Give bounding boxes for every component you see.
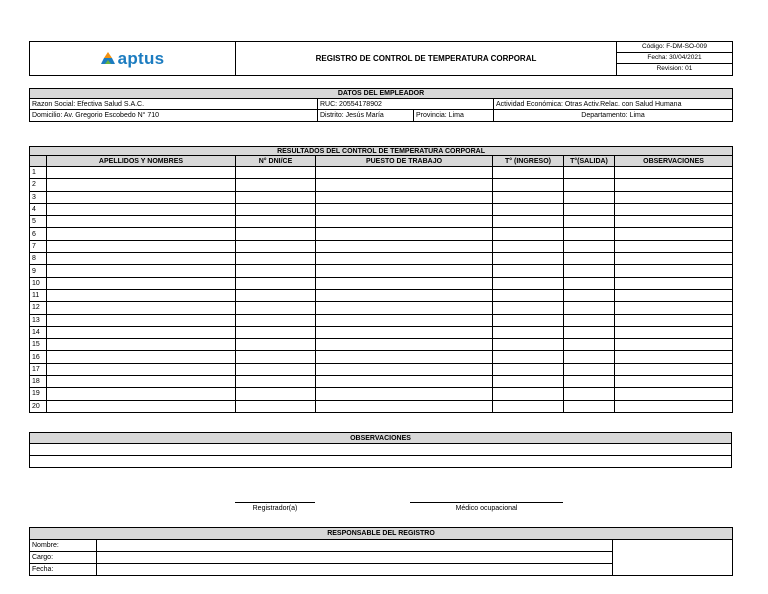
- table-row: [30, 167, 733, 179]
- table-cell[interactable]: [615, 228, 733, 240]
- table-cell[interactable]: [236, 191, 316, 203]
- table-cell[interactable]: [615, 388, 733, 400]
- table-cell[interactable]: [615, 314, 733, 326]
- table-cell[interactable]: [236, 265, 316, 277]
- table-cell[interactable]: [493, 326, 564, 338]
- medico-signature: Médico ocupacional: [410, 502, 563, 512]
- document-title: REGISTRO DE CONTROL DE TEMPERATURA CORPORAL: [236, 42, 617, 76]
- table-cell[interactable]: [236, 314, 316, 326]
- table-cell[interactable]: [47, 265, 236, 277]
- column-header: OBSERVACIONES: [615, 156, 733, 167]
- table-cell[interactable]: [564, 339, 615, 351]
- table-cell[interactable]: [615, 376, 733, 388]
- observations-line[interactable]: [30, 444, 732, 456]
- row-number: 17: [30, 363, 47, 375]
- row-number: 14: [30, 326, 47, 338]
- registrador-signature: Registrador(a): [235, 502, 315, 512]
- table-cell[interactable]: [615, 265, 733, 277]
- table-cell[interactable]: [564, 289, 615, 301]
- table-cell[interactable]: [564, 302, 615, 314]
- table-cell[interactable]: [316, 388, 493, 400]
- table-cell[interactable]: [236, 376, 316, 388]
- logo-text: aptus: [117, 49, 165, 68]
- row-number: 18: [30, 376, 47, 388]
- table-cell[interactable]: [236, 240, 316, 252]
- table-cell[interactable]: [564, 376, 615, 388]
- ruc: RUC: 20554178902: [318, 99, 494, 110]
- table-cell[interactable]: [316, 363, 493, 375]
- table-cell[interactable]: [493, 265, 564, 277]
- table-cell[interactable]: [564, 167, 615, 179]
- table-cell[interactable]: [47, 376, 236, 388]
- row-number: 3: [30, 191, 47, 203]
- table-cell[interactable]: [316, 339, 493, 351]
- table-cell[interactable]: [47, 400, 236, 412]
- cargo-field[interactable]: [97, 552, 613, 564]
- row-number: 4: [30, 203, 47, 215]
- provincia: Provincia: Lima: [414, 110, 494, 122]
- table-cell[interactable]: [615, 167, 733, 179]
- employer-table: [29, 88, 733, 122]
- document-revision: Revision: 01: [617, 64, 733, 76]
- table-cell[interactable]: [564, 351, 615, 363]
- table-cell[interactable]: [47, 314, 236, 326]
- table-cell[interactable]: [493, 277, 564, 289]
- table-cell[interactable]: [615, 351, 733, 363]
- row-number: 1: [30, 167, 47, 179]
- table-cell[interactable]: [615, 277, 733, 289]
- table-row: [30, 388, 733, 400]
- table-cell[interactable]: [564, 216, 615, 228]
- row-number: 11: [30, 289, 47, 301]
- table-cell[interactable]: [236, 302, 316, 314]
- aptus-logo-icon: [101, 52, 115, 65]
- observations-section-title: OBSERVACIONES: [30, 433, 732, 444]
- table-cell[interactable]: [47, 363, 236, 375]
- table-cell[interactable]: [493, 253, 564, 265]
- table-cell[interactable]: [47, 339, 236, 351]
- table-cell[interactable]: [236, 228, 316, 240]
- table-cell[interactable]: [493, 216, 564, 228]
- table-cell[interactable]: [316, 351, 493, 363]
- actividad-economica: Actividad Económica: Otras Activ.Relac. con Salud Humana: [494, 99, 733, 110]
- table-cell[interactable]: [493, 179, 564, 191]
- table-row: [30, 289, 733, 301]
- table-cell[interactable]: [316, 400, 493, 412]
- table-cell[interactable]: [564, 240, 615, 252]
- table-cell[interactable]: [493, 203, 564, 215]
- table-cell[interactable]: [316, 326, 493, 338]
- table-cell[interactable]: [236, 326, 316, 338]
- row-number: 12: [30, 302, 47, 314]
- table-cell[interactable]: [564, 253, 615, 265]
- fecha-field[interactable]: [97, 564, 613, 576]
- row-number: 7: [30, 240, 47, 252]
- document-date: Fecha: 30/04/2021: [617, 53, 733, 64]
- row-number: 6: [30, 228, 47, 240]
- table-cell[interactable]: [564, 277, 615, 289]
- table-cell[interactable]: [493, 400, 564, 412]
- table-row: [30, 216, 733, 228]
- table-cell[interactable]: [493, 289, 564, 301]
- fecha-label: Fecha:: [30, 564, 97, 576]
- nombre-label: Nombre:: [30, 540, 97, 552]
- table-row: [30, 351, 733, 363]
- table-cell[interactable]: [493, 388, 564, 400]
- table-cell[interactable]: [47, 326, 236, 338]
- table-cell[interactable]: [47, 216, 236, 228]
- table-cell[interactable]: [236, 363, 316, 375]
- table-cell[interactable]: [316, 376, 493, 388]
- table-cell[interactable]: [47, 388, 236, 400]
- table-cell[interactable]: [493, 376, 564, 388]
- table-row: [30, 339, 733, 351]
- table-cell[interactable]: [564, 363, 615, 375]
- table-cell[interactable]: [564, 326, 615, 338]
- cargo-label: Cargo:: [30, 552, 97, 564]
- table-row: [30, 277, 733, 289]
- table-cell[interactable]: [316, 179, 493, 191]
- employer-section-title: DATOS DEL EMPLEADOR: [30, 89, 733, 99]
- table-cell[interactable]: [236, 203, 316, 215]
- table-row: [30, 265, 733, 277]
- table-cell[interactable]: [493, 339, 564, 351]
- table-cell[interactable]: [564, 179, 615, 191]
- table-cell[interactable]: [564, 265, 615, 277]
- table-cell[interactable]: [493, 314, 564, 326]
- table-cell[interactable]: [564, 203, 615, 215]
- row-number: 5: [30, 216, 47, 228]
- table-cell[interactable]: [493, 191, 564, 203]
- table-cell[interactable]: [493, 363, 564, 375]
- table-cell[interactable]: [493, 228, 564, 240]
- razon-social: Razon Social: Efectiva Salud S.A.C.: [30, 99, 318, 110]
- table-cell[interactable]: [615, 179, 733, 191]
- table-cell[interactable]: [615, 302, 733, 314]
- results-section-title: RESULTADOS DEL CONTROL DE TEMPERATURA CORPORAL: [30, 147, 733, 156]
- table-cell[interactable]: [236, 216, 316, 228]
- table-cell[interactable]: [47, 191, 236, 203]
- row-number: 19: [30, 388, 47, 400]
- table-cell[interactable]: [236, 339, 316, 351]
- row-number: 15: [30, 339, 47, 351]
- table-cell[interactable]: [615, 289, 733, 301]
- table-cell[interactable]: [615, 326, 733, 338]
- table-cell[interactable]: [316, 314, 493, 326]
- column-header: T° (INGRESO): [493, 156, 564, 167]
- table-cell[interactable]: [236, 351, 316, 363]
- table-cell[interactable]: [615, 191, 733, 203]
- table-row: [30, 179, 733, 191]
- table-row: [30, 228, 733, 240]
- row-number: 2: [30, 179, 47, 191]
- results-header-row: [30, 156, 733, 167]
- table-cell[interactable]: [615, 339, 733, 351]
- table-cell[interactable]: [236, 167, 316, 179]
- signature-box[interactable]: [613, 540, 733, 576]
- table-cell[interactable]: [47, 228, 236, 240]
- table-cell[interactable]: [47, 253, 236, 265]
- table-row: [30, 191, 733, 203]
- row-number: 20: [30, 400, 47, 412]
- table-cell[interactable]: [316, 167, 493, 179]
- table-cell[interactable]: [316, 265, 493, 277]
- table-cell[interactable]: [316, 289, 493, 301]
- table-cell[interactable]: [615, 216, 733, 228]
- table-cell[interactable]: [236, 388, 316, 400]
- row-number: 13: [30, 314, 47, 326]
- column-header: T°(SALIDA): [564, 156, 615, 167]
- table-cell[interactable]: [615, 203, 733, 215]
- table-cell[interactable]: [493, 167, 564, 179]
- table-cell[interactable]: [47, 351, 236, 363]
- table-row: [30, 376, 733, 388]
- domicilio: Domicilio: Av. Gregorio Escobedo N° 710: [30, 110, 318, 122]
- observations-table: [29, 432, 732, 468]
- table-cell[interactable]: [47, 179, 236, 191]
- table-cell[interactable]: [564, 388, 615, 400]
- table-cell[interactable]: [564, 314, 615, 326]
- table-cell[interactable]: [316, 240, 493, 252]
- table-cell[interactable]: [316, 253, 493, 265]
- table-cell[interactable]: [493, 351, 564, 363]
- table-cell[interactable]: [564, 400, 615, 412]
- results-table: [29, 146, 733, 413]
- logo-cell: [30, 42, 236, 76]
- table-cell[interactable]: [236, 253, 316, 265]
- table-cell[interactable]: [316, 203, 493, 215]
- table-cell[interactable]: [236, 179, 316, 191]
- table-cell[interactable]: [316, 228, 493, 240]
- responsible-section-title: RESPONSABLE DEL REGISTRO: [30, 528, 733, 540]
- departamento: Departamento: Lima: [494, 110, 733, 122]
- row-number: 8: [30, 253, 47, 265]
- table-cell[interactable]: [564, 228, 615, 240]
- table-row: [30, 203, 733, 215]
- table-cell[interactable]: [236, 289, 316, 301]
- table-cell[interactable]: [564, 191, 615, 203]
- distrito: Distrito: Jesús María: [318, 110, 414, 122]
- responsible-table: [29, 527, 733, 576]
- document-code: Código: F-DM-SO-009: [617, 42, 733, 53]
- column-header: PUESTO DE TRABAJO: [316, 156, 493, 167]
- row-number: 9: [30, 265, 47, 277]
- header-table: [29, 41, 733, 76]
- observations-line[interactable]: [30, 456, 732, 468]
- table-cell[interactable]: [316, 302, 493, 314]
- table-cell[interactable]: [47, 289, 236, 301]
- table-cell[interactable]: [316, 191, 493, 203]
- nombre-field[interactable]: [97, 540, 613, 552]
- table-row: [30, 363, 733, 375]
- table-cell[interactable]: [493, 240, 564, 252]
- table-cell[interactable]: [236, 277, 316, 289]
- table-row: [30, 314, 733, 326]
- table-cell[interactable]: [316, 277, 493, 289]
- table-cell[interactable]: [316, 216, 493, 228]
- table-cell[interactable]: [615, 240, 733, 252]
- table-row: [30, 253, 733, 265]
- column-header: [30, 156, 47, 167]
- table-row: [30, 326, 733, 338]
- table-cell[interactable]: [47, 277, 236, 289]
- company-logo: [32, 50, 233, 67]
- table-row: [30, 400, 733, 412]
- table-cell[interactable]: [615, 400, 733, 412]
- table-row: [30, 302, 733, 314]
- column-header: N° DNI/CE: [236, 156, 316, 167]
- table-cell[interactable]: [47, 240, 236, 252]
- table-cell[interactable]: [615, 253, 733, 265]
- table-cell[interactable]: [615, 363, 733, 375]
- table-cell[interactable]: [236, 400, 316, 412]
- table-cell[interactable]: [493, 302, 564, 314]
- table-cell[interactable]: [47, 302, 236, 314]
- table-cell[interactable]: [47, 203, 236, 215]
- table-row: [30, 240, 733, 252]
- table-cell[interactable]: [47, 167, 236, 179]
- column-header: APELLIDOS Y NOMBRES: [47, 156, 236, 167]
- row-number: 10: [30, 277, 47, 289]
- row-number: 16: [30, 351, 47, 363]
